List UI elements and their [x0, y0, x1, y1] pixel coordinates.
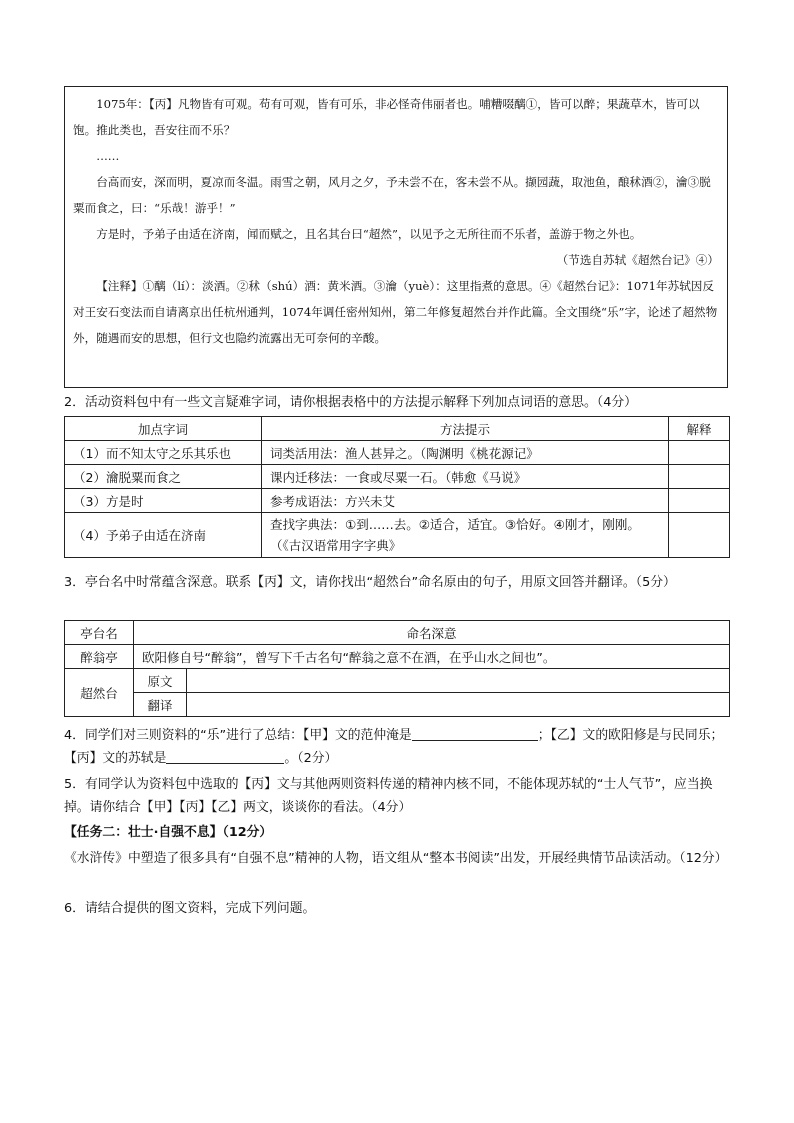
table-row	[65, 441, 730, 465]
answer-cell[interactable]	[669, 513, 730, 558]
question-3: 3．亭台名中时常蕴含深意。联系【丙】文，请你找出“超然台”命名原由的句子，用原文回答并翻译。（5分）	[64, 575, 676, 590]
word-cell: （3）方是时	[65, 489, 262, 513]
question-2: 2．活动资料包中有一些文言疑难字词，请你根据表格中的方法提示解释下列加点词语的意思。（4分）	[64, 395, 637, 410]
hint-cell: 查找字典法：①到……去。②适合，适宜。③恰好。④刚才，刚刚。（《古汉语常用字字典》	[262, 513, 669, 558]
task2-intro: 《水浒传》中塑造了很多具有“自强不息”精神的人物，语文组从“整本书阅读”出发，开展经典情节品读活动。（12分）	[64, 851, 728, 866]
q4-blank-2[interactable]	[166, 749, 284, 764]
original-answer-cell[interactable]	[187, 669, 730, 693]
hint-cell: 课内迁移法：一食或尽粟一石。（韩愈《马说》	[262, 465, 669, 489]
pavilion-meaning: 欧阳修自号“醉翁”，曾写下千古名句“醉翁之意不在酒，在乎山水之间也”。	[134, 645, 730, 669]
answer-cell[interactable]	[669, 441, 730, 465]
sub-label-original: 原文	[134, 669, 187, 693]
q4-blank-1[interactable]	[412, 726, 538, 741]
hint-cell: 参考成语法：方兴未艾	[262, 489, 669, 513]
question-4	[64, 724, 734, 770]
table-header-row	[65, 417, 730, 441]
table-row	[65, 489, 730, 513]
excerpt-paragraph-2: 台高而安，深而明，夏凉而冬温。雨雪之朝，风月之夕，予未尝不在，客未尝不从。撷园蔬，取池鱼，酿秫酒②，瀹③脱粟而食之，曰：“乐哉！游乎！”	[73, 175, 711, 215]
excerpt-annotation: 【注释】①醨（lí）：淡酒。②秫（shú）酒：黄米酒。③瀹（yuè）：这里指煮的意思。④《超然台记》：1071年苏轼因反对王安石变法而自请离京出任杭州通判，1074年调任密州知州，第二年修复超然台并作此篇。全文围绕“乐”字，论述了超然物外，随遇而安的思想，但行文也隐约流露出无可奈何的辛酸。	[73, 279, 718, 345]
pavilion-name: 醉翁亭	[65, 645, 134, 669]
task2-heading: 【任务二：壮士·自强不息】（12分）	[64, 825, 273, 840]
answer-cell[interactable]	[669, 465, 730, 489]
table-header: 亭台名	[65, 621, 134, 645]
question-5: 5．有同学认为资料包中选取的【丙】文与其他两则资料传递的精神内核不同，不能体现苏轼的“士人气节”，应当换掉。请你结合【甲】【丙】【乙】两文，谈谈你的看法。（4分）	[64, 777, 713, 815]
excerpt-source: （节选自苏轼《超然台记》④）	[556, 253, 719, 267]
q4-text-2: ；【乙】文的欧阳修是与民同乐；【丙】文的苏轼是	[64, 728, 724, 766]
table-row	[65, 513, 730, 558]
q4-text-1: 4．同学们对三则资料的“乐”进行了总结：【甲】文的范仲淹是	[64, 728, 412, 743]
word-cell: （1）而不知太守之乐其乐也	[65, 441, 262, 465]
q4-text-3: 。（2分）	[284, 751, 338, 766]
word-cell: （2）瀹脱粟而食之	[65, 465, 262, 489]
excerpt-ellipsis: ……	[96, 149, 120, 163]
sub-label-translation: 翻译	[134, 693, 187, 717]
table-row	[65, 465, 730, 489]
vocab-table	[64, 416, 730, 558]
table-row	[65, 669, 730, 693]
pavilion-table	[64, 620, 730, 717]
table-header: 加点字词	[65, 417, 262, 441]
table-header: 解释	[669, 417, 730, 441]
table-header-row	[65, 621, 730, 645]
table-header: 方法提示	[262, 417, 669, 441]
word-cell: （4）予弟子由适在济南	[65, 513, 262, 558]
pavilion-name: 超然台	[65, 669, 134, 717]
excerpt-paragraph-3: 方是时，予弟子由适在济南，闻而赋之，且名其台曰“超然”，以见予之无所往而不乐者，盖游于物之外也。	[96, 227, 642, 241]
table-row	[65, 645, 730, 669]
question-6: 6．请结合提供的图文资料，完成下列问题。	[64, 901, 316, 916]
translation-answer-cell[interactable]	[187, 693, 730, 717]
table-header: 命名深意	[134, 621, 730, 645]
answer-cell[interactable]	[669, 489, 730, 513]
table-row	[65, 693, 730, 717]
hint-cell: 词类活用法：渔人甚异之。（陶渊明《桃花源记》	[262, 441, 669, 465]
excerpt-box	[64, 86, 728, 388]
excerpt-paragraph-1: 1075年：【丙】凡物皆有可观。苟有可观，皆有可乐，非必怪奇伟丽者也。哺糟啜醨①，皆可以醉；果蔬草木，皆可以饱。推此类也，吾安往而不乐？	[73, 97, 700, 137]
